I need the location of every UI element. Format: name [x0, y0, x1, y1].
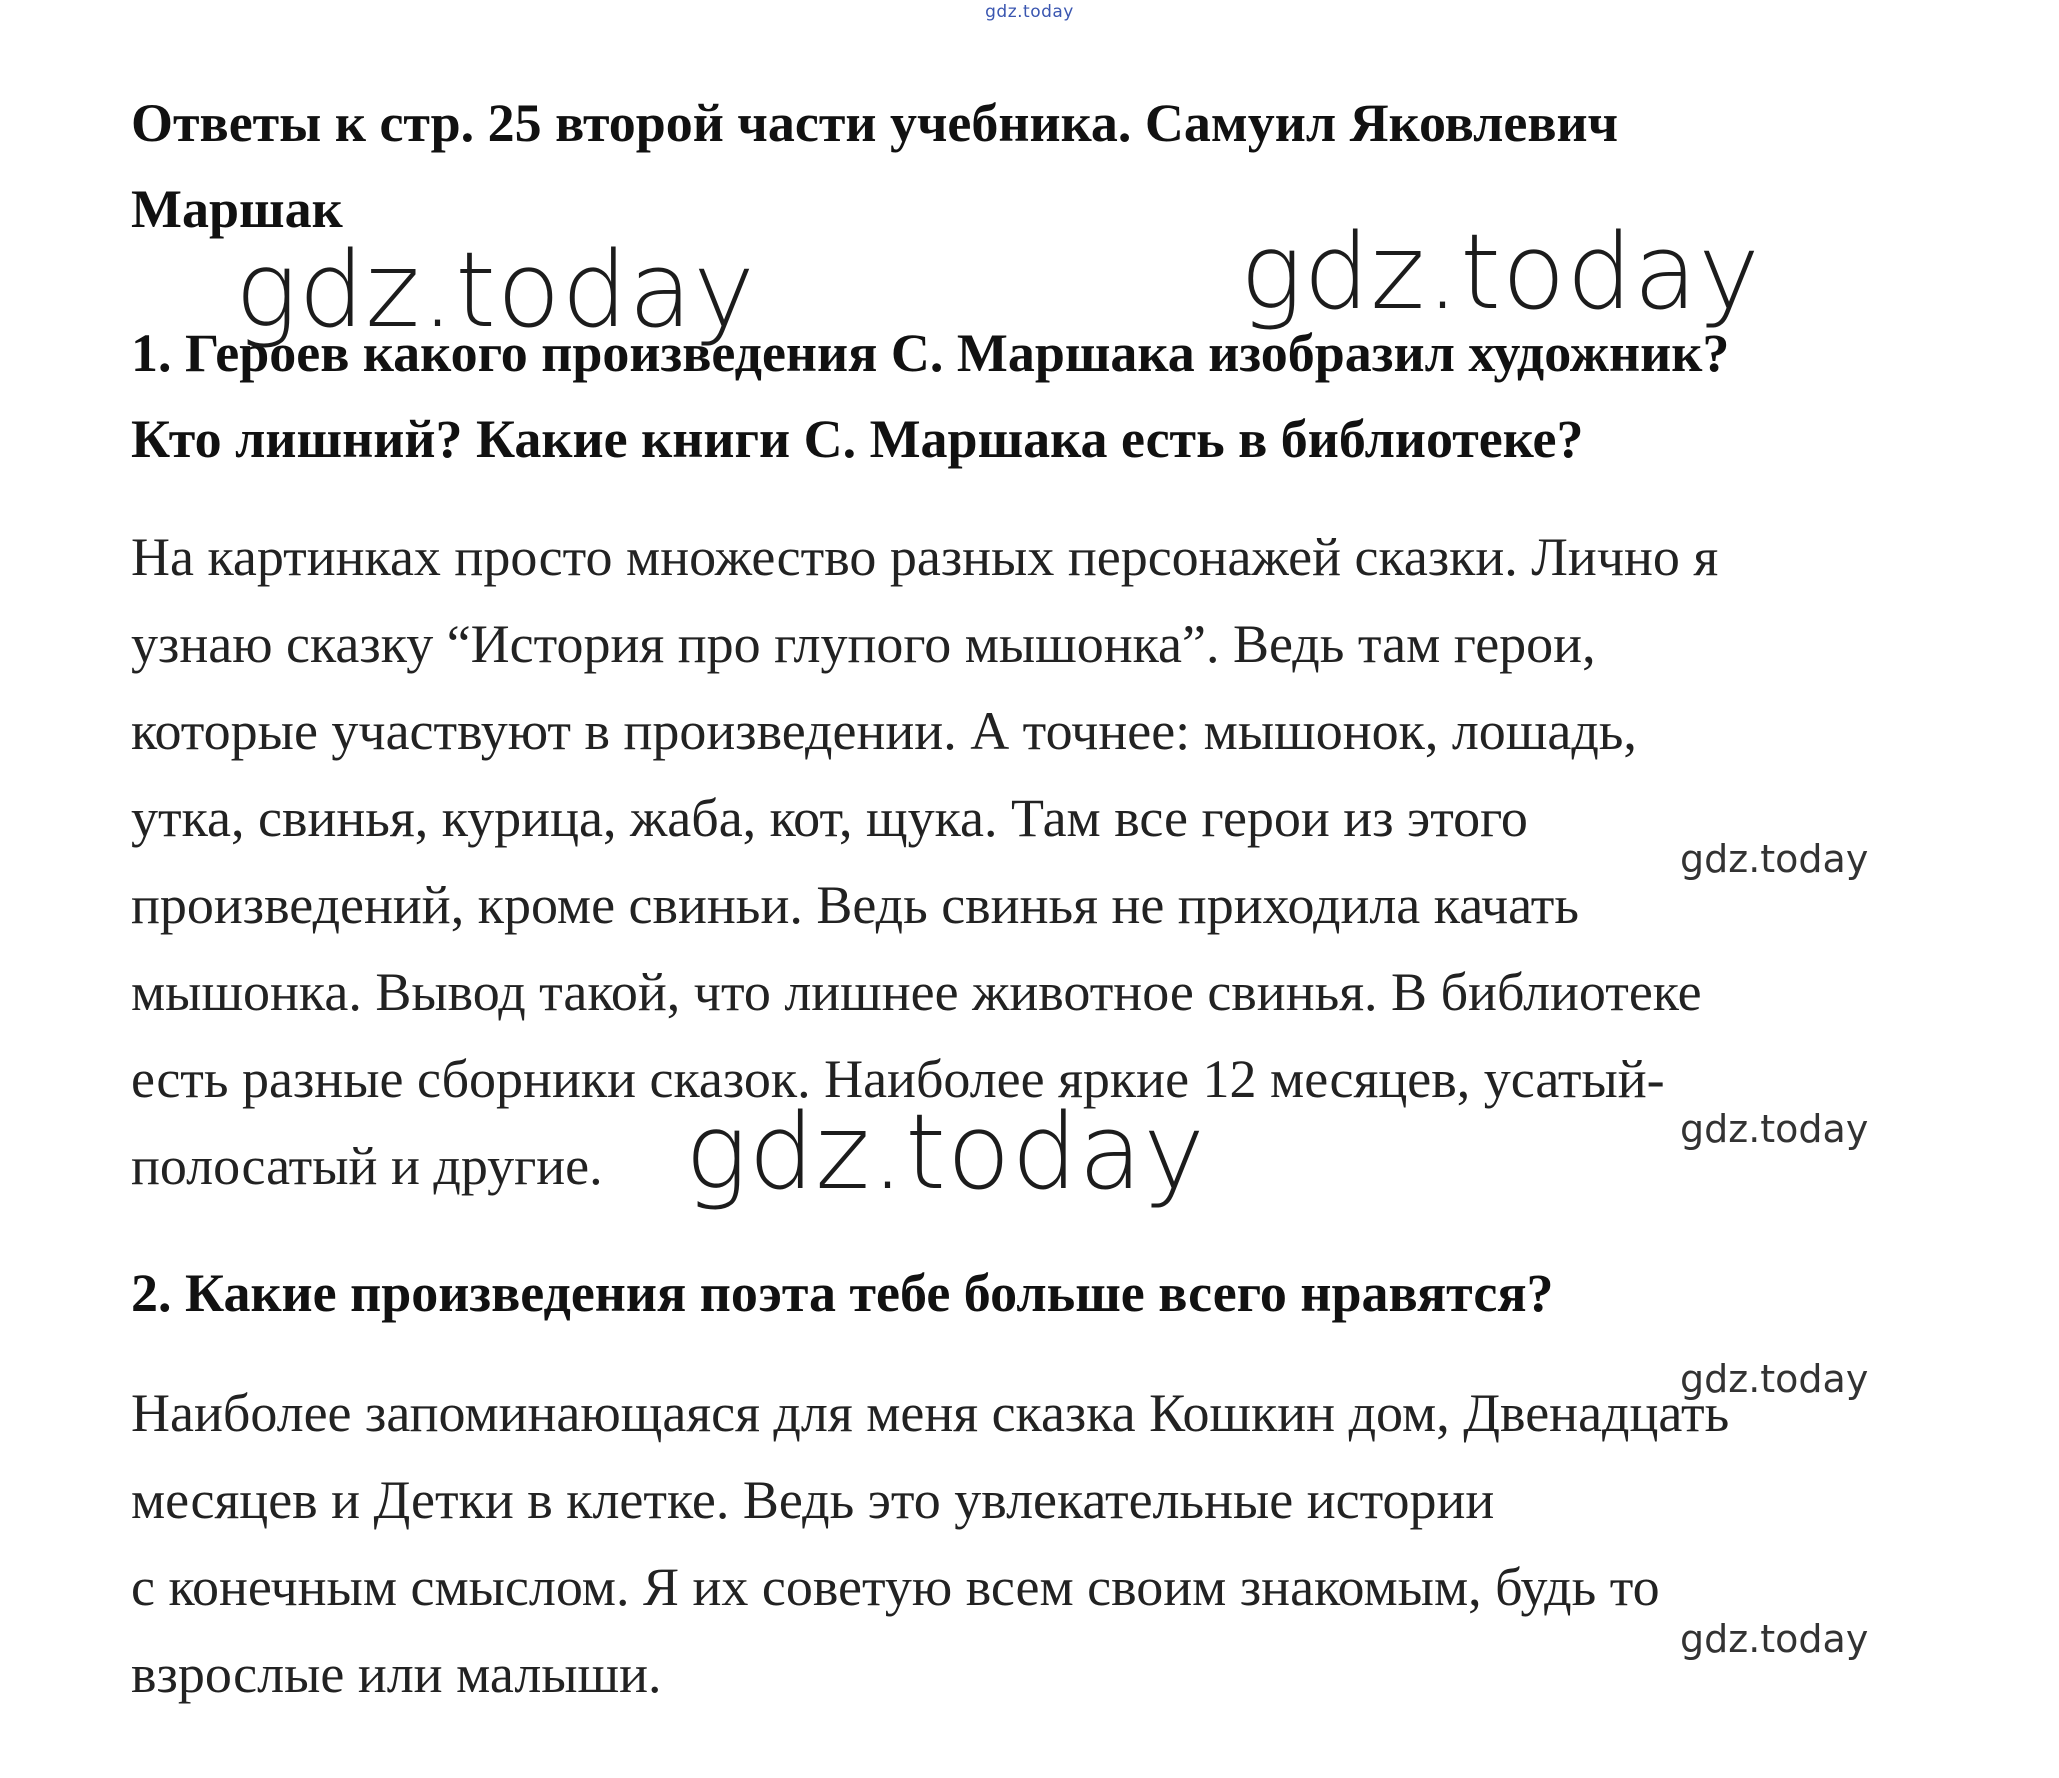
answer-1-line-5: произведений, кроме свиньи. Ведь свинья не приходила качать	[131, 875, 1579, 935]
answer-1-line-8: полосатый и другие.	[131, 1136, 603, 1196]
answer-2-line-2: месяцев и Детки в клетке. Ведь это увлекательные истории	[131, 1470, 1495, 1530]
question-1-line-2: Кто лишний? Какие книги С. Маршака есть в библиотеке?	[131, 409, 1584, 469]
question-1-line-1: 1. Героев какого произведения С. Маршака изобразил художник?	[131, 323, 1730, 383]
watermark-small-2: gdz.today	[1680, 1107, 1869, 1151]
answer-1-line-2: узнаю сказку “История про глупого мышонка”. Ведь там герои,	[131, 614, 1596, 674]
watermark-small-3: gdz.today	[1680, 1357, 1869, 1401]
watermark-small-4: gdz.today	[1680, 1617, 1869, 1661]
page-title-line-2: Маршак	[131, 179, 343, 239]
answer-1-line-6: мышонка. Вывод такой, что лишнее животное свинья. В библиотеке	[131, 962, 1702, 1022]
page-title-line-1: Ответы к стр. 25 второй части учебника. Самуил Яковлевич	[131, 93, 1619, 153]
watermark-top: gdz.today	[985, 2, 1074, 22]
answer-1-line-1: На картинках просто множество разных персонажей сказки. Лично я	[131, 527, 1719, 587]
answer-2-line-3: с конечным смыслом. Я их советую всем своим знакомым, будь то	[131, 1557, 1660, 1617]
answer-1-line-4: утка, свинья, курица, жаба, кот, щука. Там все герои из этого	[131, 788, 1528, 848]
watermark-large-right: gdz.today	[1240, 211, 1761, 333]
watermark-small-1: gdz.today	[1680, 837, 1869, 881]
question-2-line-1: 2. Какие произведения поэта тебе больше всего нравятся?	[131, 1263, 1554, 1323]
answer-1-line-7: есть разные сборники сказок. Наиболее яркие 12 месяцев, усатый-	[131, 1049, 1665, 1109]
answer-2-line-1: Наиболее запоминающаяся для меня сказка Кошкин дом, Двенадцать	[131, 1383, 1730, 1443]
answer-2-line-4: взрослые или малыши.	[131, 1644, 662, 1704]
watermark-large-left: gdz.today	[235, 229, 756, 351]
answer-1-line-3: которые участвуют в произведении. А точнее: мышонок, лошадь,	[131, 701, 1637, 761]
watermark-large-center: gdz.today	[685, 1091, 1206, 1213]
